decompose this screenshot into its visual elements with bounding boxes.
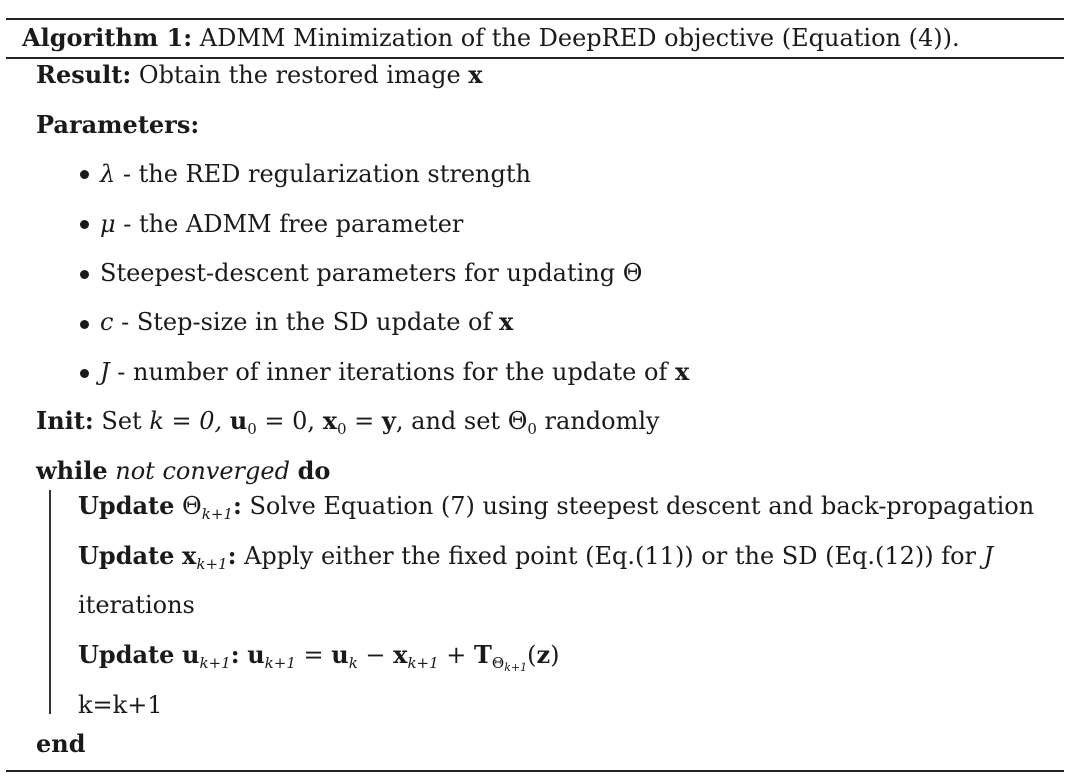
parameters-label: Parameters: <box>36 110 200 139</box>
result-line <box>36 60 483 90</box>
bullet-icon <box>80 320 89 329</box>
param-tail: x <box>674 357 690 386</box>
loop-body-bar <box>49 490 51 714</box>
top-rule <box>6 18 1064 20</box>
algorithm-label: Algorithm 1: <box>22 23 193 52</box>
result-text: Obtain the restored image <box>138 61 461 89</box>
while-line <box>36 456 330 486</box>
param-text: - the ADMM free parameter <box>115 210 464 238</box>
param-text: - the RED regularization strength <box>115 160 531 188</box>
update-u-line: Update $u_{k+1}$: $u_{k+1} = u_k - x_{k+1} + T_{\Theta_{k+1}}(z)$ <box>78 640 560 674</box>
bottom-rule <box>6 770 1064 772</box>
algorithm-title: ADMM Minimization of the DeepRED objective (Equation (4)). <box>199 24 960 52</box>
update-x-continuation: iterations <box>78 591 195 619</box>
bullet-icon <box>80 270 89 279</box>
init-line: Init: Set k = 0, $u_0 = 0$, $x_0 = y$, and set $\Theta_0$ randomly <box>36 406 660 438</box>
param-symbol: λ <box>100 160 116 188</box>
end-keyword: end <box>36 729 86 758</box>
update-x-text: Apply either the fixed point (Eq.(11)) or the SD (Eq.(12)) for <box>244 542 984 570</box>
while-condition: not converged <box>115 457 290 485</box>
bullet-icon <box>80 369 89 378</box>
bullet-icon <box>80 220 89 229</box>
param-text: Steepest-descent parameters for updating <box>100 259 623 287</box>
bullet-icon <box>80 170 89 179</box>
k-increment-line: k=k+1 <box>78 691 163 719</box>
do-keyword: do <box>297 456 331 485</box>
param-symbol: J <box>100 358 110 386</box>
update-label: Update <box>78 491 175 520</box>
caption-rule <box>6 57 1064 59</box>
result-symbol: x <box>468 60 483 89</box>
update-label: Update <box>78 541 175 570</box>
param-text: - Step-size in the SD update of <box>113 308 499 336</box>
algorithm-caption <box>22 23 960 53</box>
update-x-line: Update $x_{k+1}$: Apply either the fixed point (Eq.(11)) or the SD (Eq.(12)) for J <box>78 541 994 573</box>
update-label: Update <box>78 640 175 669</box>
init-label: Init: <box>36 406 94 435</box>
update-theta-line: Update $\Theta_{k+1}$: Solve Equation (7) using steepest descent and back-propagation <box>78 491 1035 523</box>
update-theta-text: Solve Equation (7) using steepest descent and back-propagation <box>249 492 1035 520</box>
param-text: - number of inner iterations for the update of <box>109 358 675 386</box>
init-k0: k = 0, <box>149 407 223 435</box>
param-tail: x <box>499 307 514 336</box>
result-label: Result: <box>36 60 132 89</box>
param-symbol: c <box>100 308 114 336</box>
param-symbol: μ <box>100 210 116 238</box>
init-set: Set <box>101 407 142 435</box>
while-keyword: while <box>36 456 108 485</box>
param-tail: Θ <box>622 259 643 287</box>
